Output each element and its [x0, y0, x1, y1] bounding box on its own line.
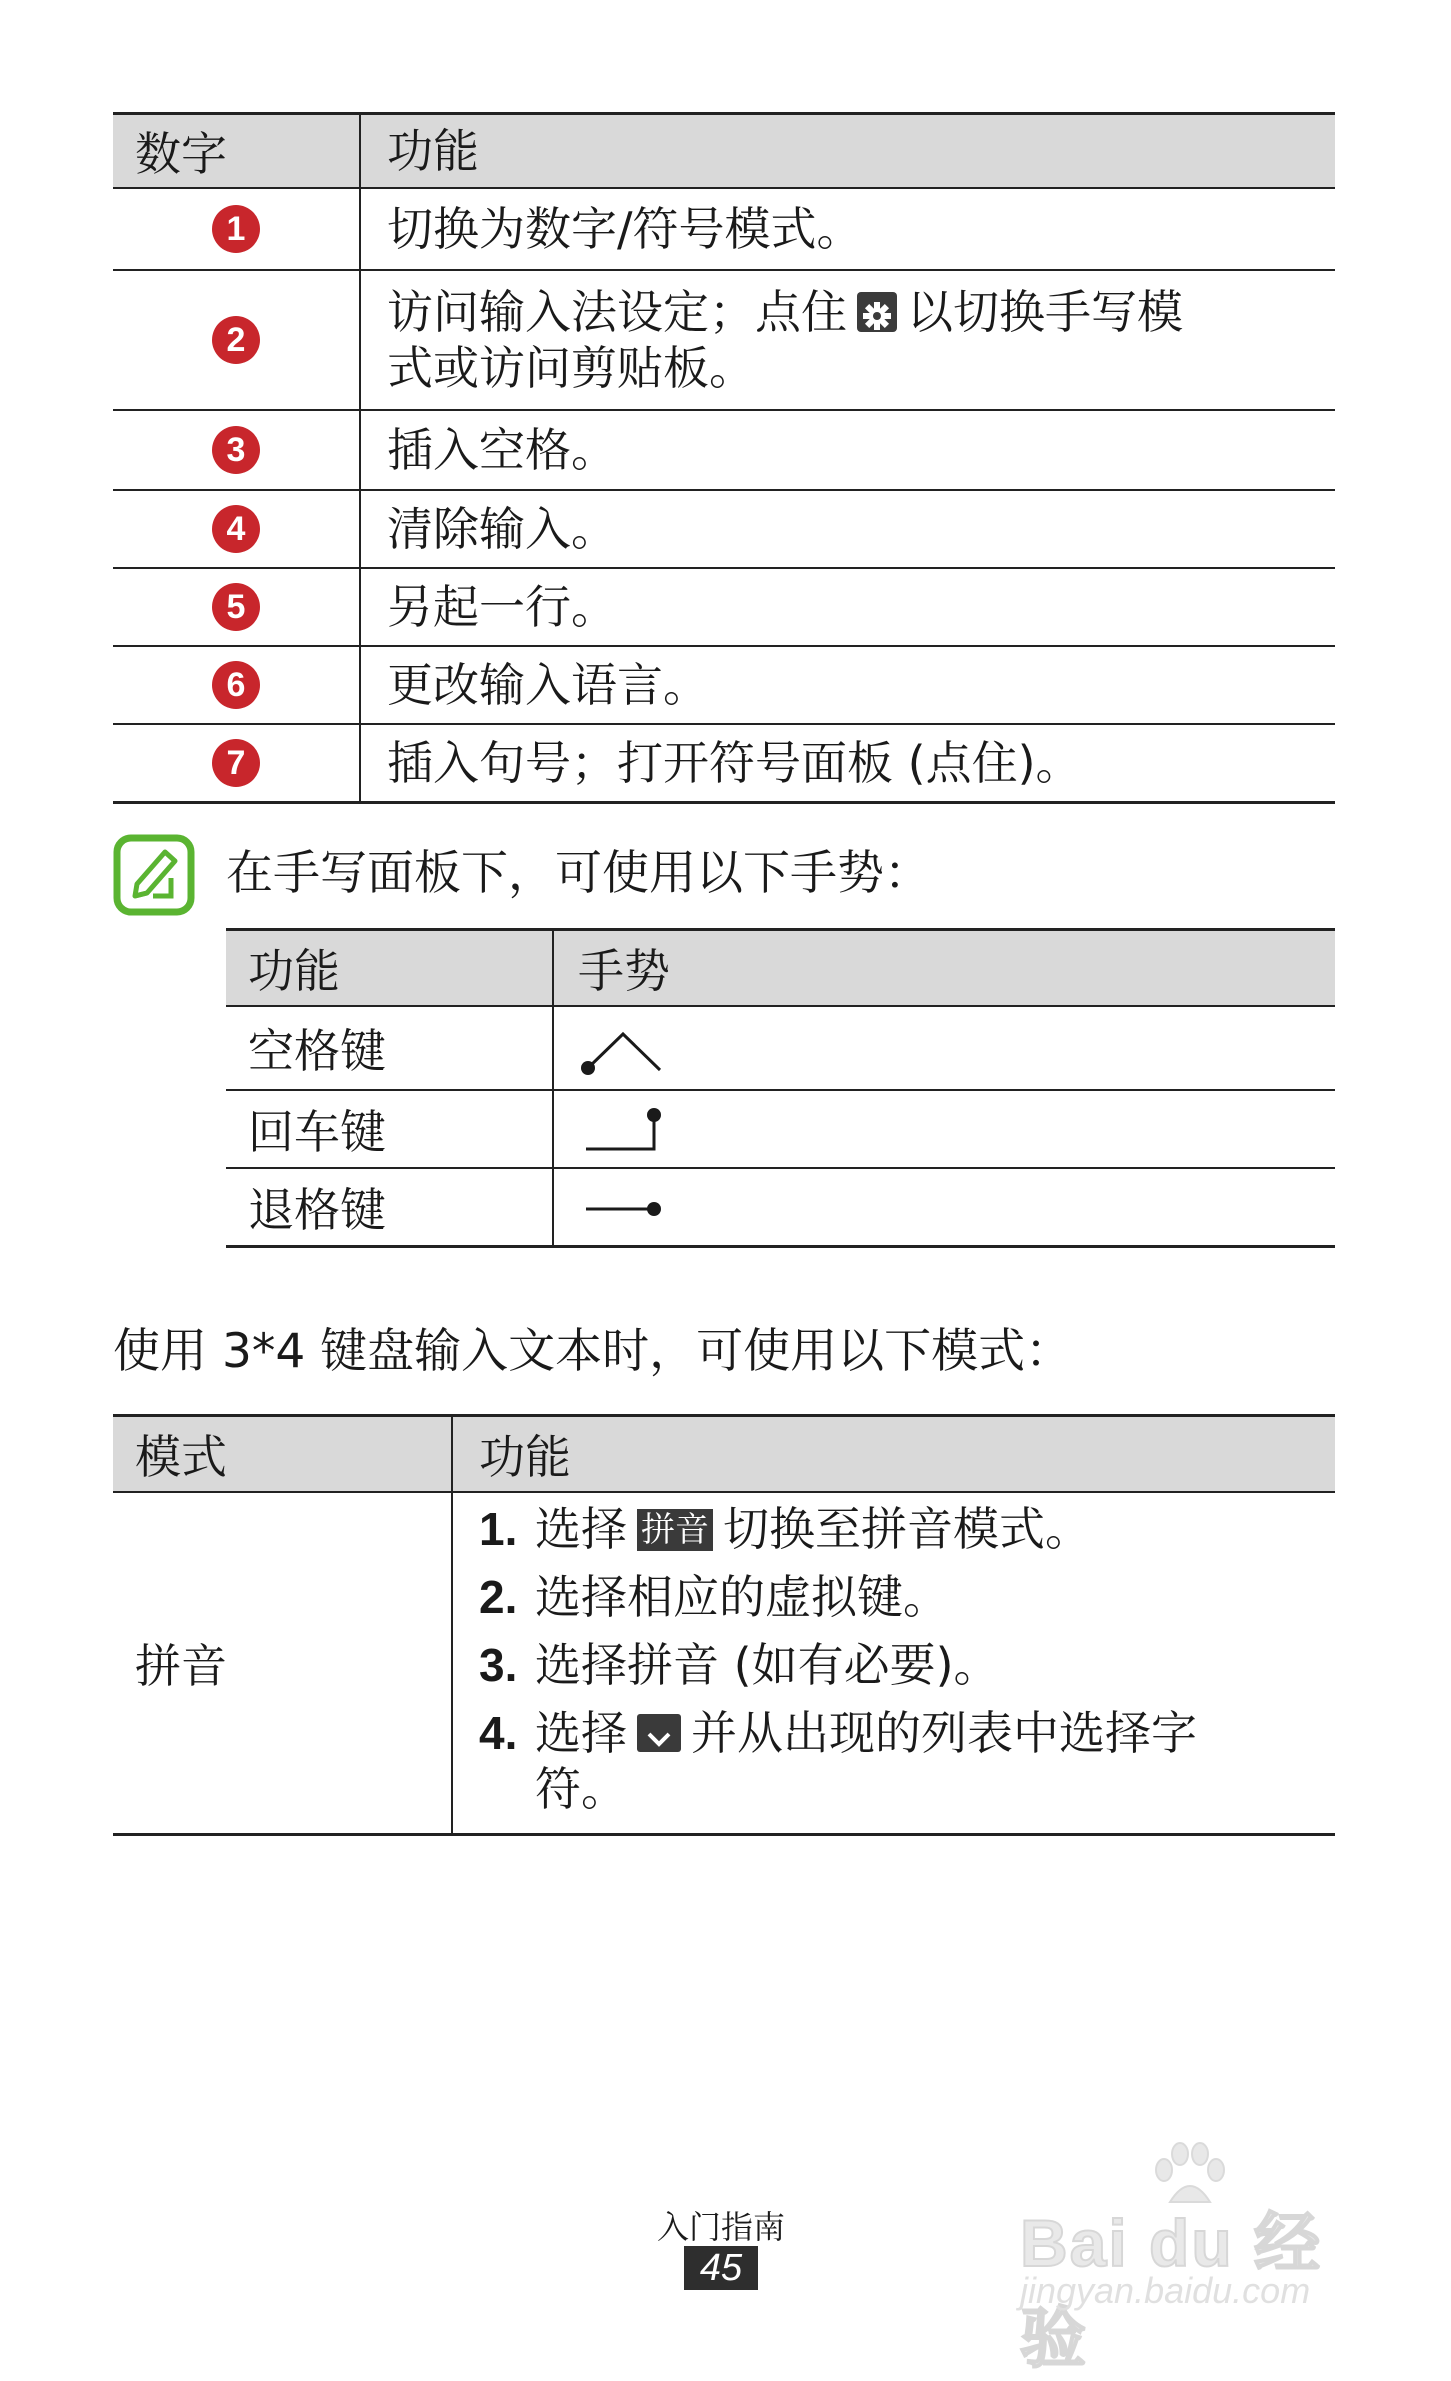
step-number: 3. — [479, 1639, 518, 1691]
row-text: 清除输入。 — [387, 502, 617, 556]
step-item — [479, 1569, 1335, 1625]
number-badge: 1 — [212, 205, 260, 253]
step-text: 符。 — [535, 1762, 627, 1816]
page-number: 45 — [684, 2246, 758, 2290]
step-number: 2. — [479, 1571, 518, 1623]
row-text: 切换为数字/符号模式。 — [387, 202, 863, 256]
number-badge: 6 — [212, 661, 260, 709]
header-function: 功能 — [479, 1430, 571, 1484]
watermark-url: jingyan.baidu.com — [1020, 2270, 1311, 2311]
table-row — [113, 1493, 1335, 1836]
row-text: 另起一行。 — [387, 580, 617, 634]
gear-icon — [857, 292, 897, 332]
row-text-a: 访问输入法设定；点住 — [387, 285, 847, 339]
steps-list — [453, 1493, 1335, 1833]
step-text: 选择 — [535, 1502, 627, 1556]
step-number: 1. — [479, 1503, 518, 1555]
gesture-table — [226, 928, 1335, 1248]
table-row — [226, 1091, 1335, 1169]
step-text: 并从出现的列表中选择字 — [691, 1706, 1197, 1760]
intro-text: 使用 3*4 键盘输入文本时，可使用以下模式： — [113, 1324, 1073, 1379]
step-item — [479, 1705, 1335, 1817]
table-row — [113, 411, 1335, 491]
step-item — [479, 1501, 1335, 1557]
header-number: 数字 — [113, 115, 361, 187]
space-gesture-icon — [578, 1018, 668, 1078]
table-row — [113, 725, 1335, 804]
table-header — [226, 928, 1335, 1007]
chevron-down-icon — [637, 1714, 681, 1752]
step-text: 切换至拼音模式。 — [723, 1502, 1091, 1556]
mode-table — [113, 1414, 1335, 1836]
table-row — [113, 647, 1335, 725]
number-badge: 4 — [212, 505, 260, 553]
step-text: 选择拼音 (如有必要)。 — [535, 1638, 1000, 1692]
number-badge: 2 — [212, 316, 260, 364]
step-number: 4. — [479, 1707, 518, 1759]
input-functions-table — [113, 112, 1335, 804]
table-header — [113, 112, 1335, 189]
header-gesture: 手势 — [578, 944, 670, 998]
step-text: 选择相应的虚拟键。 — [535, 1570, 949, 1624]
step-text: 选择 — [535, 1706, 627, 1760]
row-text: 更改输入语言。 — [387, 658, 709, 712]
step-item — [479, 1637, 1335, 1693]
table-header — [113, 1414, 1335, 1493]
note-icon — [113, 834, 195, 916]
header-function: 功能 — [387, 124, 479, 178]
pinyin-key-icon: 拼音 — [637, 1509, 713, 1551]
number-badge: 7 — [212, 739, 260, 787]
watermark — [1020, 2140, 1360, 2375]
backspace-gesture-icon — [578, 1177, 668, 1237]
enter-gesture-icon — [578, 1099, 668, 1159]
section-label: 入门指南 — [656, 2208, 785, 2246]
note-text: 在手写面板下，可使用以下手势： — [226, 846, 931, 901]
mode-label: 拼音 — [113, 1493, 453, 1833]
table-row — [113, 271, 1335, 411]
row-text: 插入句号；打开符号面板 (点住)。 — [387, 736, 1082, 790]
header-function: 功能 — [226, 931, 554, 1005]
table-row — [226, 1169, 1335, 1248]
gesture-label: 空格键 — [226, 1007, 554, 1089]
gesture-label: 退格键 — [226, 1169, 554, 1245]
row-text: 插入空格。 — [387, 423, 617, 477]
table-row — [226, 1007, 1335, 1091]
row-text-c: 式或访问剪贴板。 — [387, 341, 755, 395]
table-row — [113, 491, 1335, 569]
row-text — [361, 271, 1335, 409]
number-badge: 3 — [212, 426, 260, 474]
row-text-b: 以切换手写模 — [907, 285, 1183, 339]
number-badge: 5 — [212, 583, 260, 631]
table-row — [113, 189, 1335, 271]
header-mode: 模式 — [113, 1417, 453, 1491]
gesture-label: 回车键 — [226, 1091, 554, 1167]
table-row — [113, 569, 1335, 647]
watermark-brand: Bai du 经验 — [1020, 2206, 1323, 2375]
